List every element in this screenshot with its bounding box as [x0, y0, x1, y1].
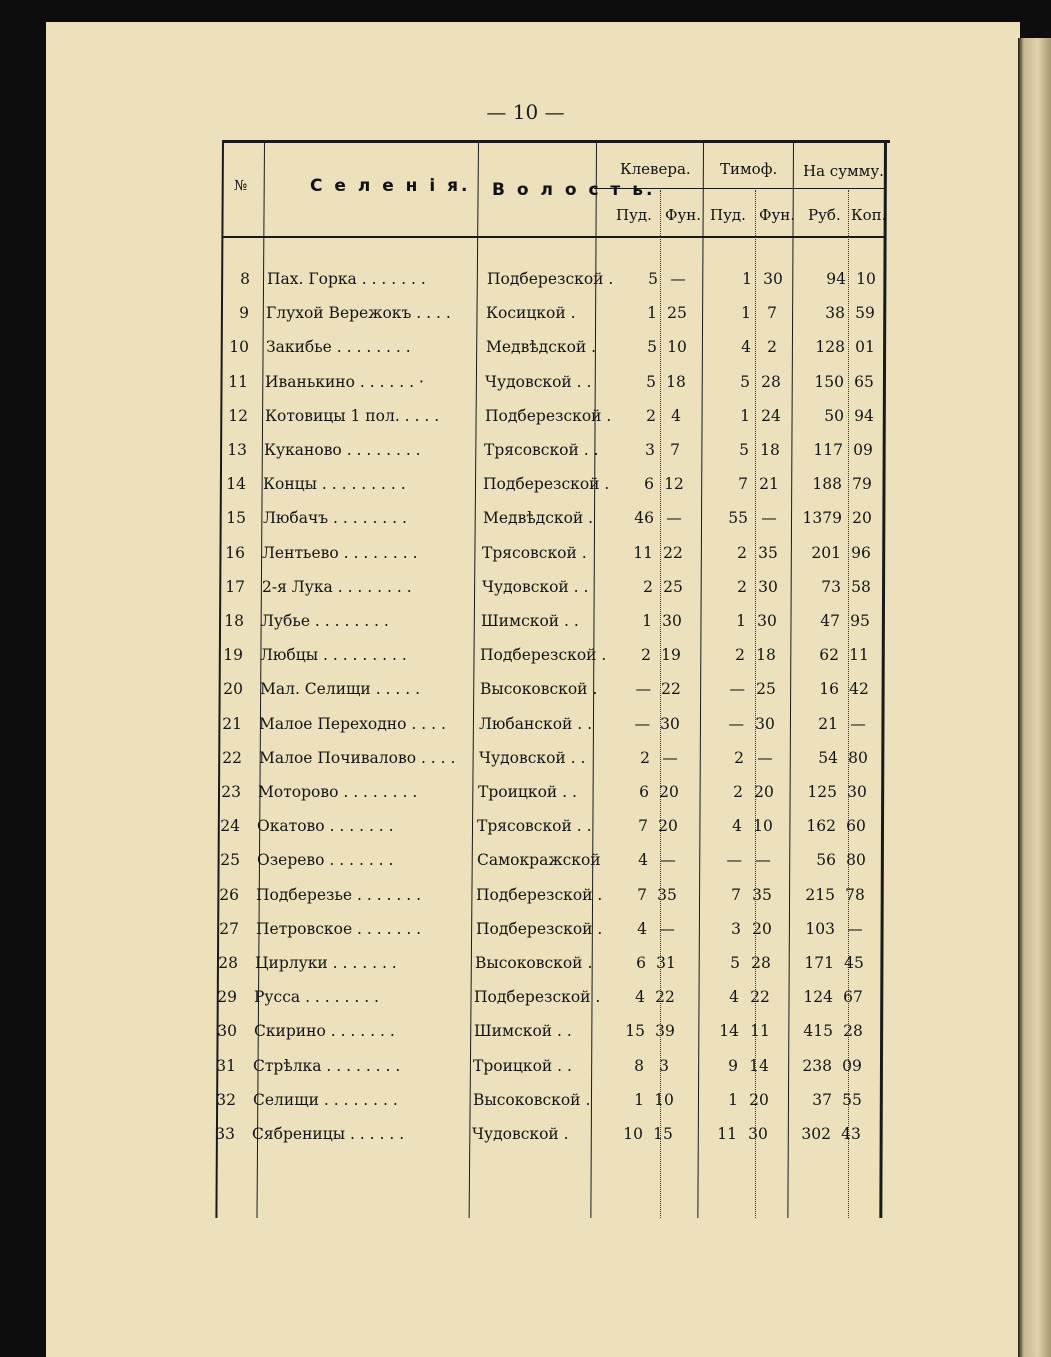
klevera-fun: 4 [671, 406, 681, 425]
sum-rub: 94 [826, 270, 846, 288]
row-number: 20 [223, 680, 243, 699]
timof-fun: 11 [750, 1022, 770, 1041]
timof-pud: — [729, 680, 745, 699]
sum-kop: 45 [844, 954, 864, 972]
sum-rub: 171 [804, 954, 834, 972]
row-number: 11 [228, 372, 248, 391]
village-name: Иванькино . . . . . . · [265, 372, 424, 391]
table-row [0, 1018, 1051, 1048]
village-name: 2-я Лука . . . . . . . . [262, 577, 412, 596]
table-row [0, 642, 1051, 672]
sum-kop: 59 [855, 304, 875, 323]
sum-kop: 43 [841, 1125, 861, 1143]
volost-name: Медвѣдской . [486, 338, 597, 357]
sum-kop: 78 [845, 885, 865, 904]
volost-name: Подберезской . [480, 646, 607, 665]
row-number: 28 [218, 954, 238, 972]
klevera-fun: — [666, 509, 682, 528]
klevera-fun: 20 [659, 783, 679, 801]
village-name: Скирино . . . . . . . [254, 1022, 395, 1041]
sum-kop: 65 [854, 372, 874, 391]
header-fun-klevera: Фун. [665, 206, 702, 224]
table-row [0, 574, 1051, 604]
row-number: 22 [222, 748, 242, 767]
volost-name: Подберезской . [487, 270, 614, 288]
sum-rub: 117 [813, 441, 843, 459]
row-number: 13 [227, 441, 247, 459]
sum-rub: 62 [819, 646, 839, 665]
sum-rub: 124 [803, 988, 833, 1007]
klevera-pud: 6 [639, 783, 649, 801]
row-number: 26 [219, 885, 239, 904]
row-number: 21 [222, 714, 242, 733]
row-number: 12 [228, 406, 248, 425]
timof-fun: 21 [759, 475, 779, 494]
timof-fun: 25 [756, 680, 776, 699]
klevera-pud: — [635, 680, 651, 699]
sum-rub: 73 [821, 577, 841, 596]
volost-name: Подберезской . [474, 988, 601, 1007]
sum-kop: — [850, 714, 866, 733]
table-row [0, 300, 1051, 330]
sum-kop: 67 [843, 988, 863, 1007]
klevera-fun: 19 [661, 646, 681, 665]
village-name: Куканово . . . . . . . . [264, 441, 421, 459]
klevera-pud: 7 [638, 817, 648, 836]
klevera-pud: 5 [648, 270, 658, 288]
klevera-fun: 3 [659, 1056, 669, 1075]
row-number: 18 [224, 612, 244, 630]
table-row [0, 608, 1051, 638]
klevera-pud: 1 [642, 612, 652, 630]
volost-name: Шимской . . [474, 1022, 572, 1041]
volost-name: Чудовской . [472, 1125, 569, 1143]
row-number: 15 [226, 509, 246, 528]
klevera-fun: 18 [666, 372, 686, 391]
sum-rub: 150 [814, 372, 844, 391]
village-name: Озерево . . . . . . . [257, 851, 394, 870]
timof-pud: 1 [736, 612, 746, 630]
klevera-fun: 25 [663, 577, 683, 596]
klevera-fun: — [659, 919, 675, 938]
row-number: 30 [217, 1022, 237, 1041]
klevera-fun: — [670, 270, 686, 288]
timof-pud: 4 [741, 338, 751, 357]
klevera-fun: 20 [658, 817, 678, 836]
timof-pud: 7 [731, 885, 741, 904]
table-row [0, 334, 1051, 364]
table-row [0, 950, 1051, 980]
sum-rub: 125 [807, 783, 837, 801]
sum-rub: 128 [815, 338, 845, 357]
klevera-pud: 5 [647, 338, 657, 357]
village-name: Мал. Селищи . . . . . [260, 680, 421, 699]
klevera-fun: 30 [660, 714, 680, 733]
table-row [0, 1087, 1051, 1117]
volost-name: Подберезской . [483, 475, 610, 494]
timof-fun: 22 [750, 988, 770, 1007]
village-name: Петровское . . . . . . . [256, 919, 422, 938]
timof-pud: — [726, 851, 742, 870]
timof-pud: 1 [740, 406, 750, 425]
row-number: 27 [219, 919, 239, 938]
header-fun-timof: Фун. [759, 206, 796, 224]
row-number: 32 [216, 1090, 236, 1109]
sum-rub: 1379 [802, 509, 842, 528]
klevera-pud: 4 [638, 851, 648, 870]
timof-pud: 2 [734, 748, 744, 767]
timof-pud: 4 [729, 988, 739, 1007]
table-row [0, 745, 1051, 775]
sum-rub: 188 [812, 475, 842, 494]
klevera-fun: 25 [667, 304, 687, 323]
sum-kop: 79 [852, 475, 872, 494]
timof-fun: 18 [756, 646, 776, 665]
timof-pud: 9 [728, 1056, 738, 1075]
volost-name: Высоковской . [473, 1090, 591, 1109]
timof-pud: 7 [738, 475, 748, 494]
sum-kop: 60 [846, 817, 866, 836]
row-number: 17 [225, 577, 245, 596]
timof-pud: 3 [731, 919, 741, 938]
row-number: 29 [217, 988, 237, 1007]
timof-fun: — [761, 509, 777, 528]
sum-kop: 09 [853, 441, 873, 459]
timof-fun: 35 [758, 543, 778, 562]
timof-pud: 55 [728, 509, 748, 528]
row-number: 25 [220, 851, 240, 870]
timof-pud: 1 [741, 304, 751, 323]
table-row [0, 369, 1051, 399]
table-row [0, 676, 1051, 706]
village-name: Глухой Вережокъ . . . . [266, 304, 451, 323]
table-row [0, 1053, 1051, 1083]
timof-pud: 2 [737, 543, 747, 562]
sum-rub: 56 [816, 851, 836, 870]
sum-rub: 215 [805, 885, 835, 904]
header-klevera: Клевера. [620, 160, 691, 178]
village-name: Селищи . . . . . . . . [253, 1090, 398, 1109]
klevera-pud: 8 [634, 1056, 644, 1075]
volost-name: Троицкой . . [478, 783, 577, 801]
header-bottom-rule [222, 236, 884, 238]
row-number: 10 [229, 338, 249, 357]
village-name: Любцы . . . . . . . . . [260, 646, 407, 665]
klevera-pud: 10 [623, 1125, 643, 1143]
header-selenia: С е л е н і я. [310, 176, 471, 196]
table-row [0, 916, 1051, 946]
klevera-pud: — [634, 714, 650, 733]
klevera-pud: 4 [635, 988, 645, 1007]
header-na-summu: На сумму. [803, 162, 884, 180]
village-name: Сябреницы . . . . . . [252, 1125, 405, 1143]
sum-kop: 30 [847, 783, 867, 801]
table-row [0, 847, 1051, 877]
timof-pud: 2 [737, 577, 747, 596]
timof-pud: 11 [717, 1125, 737, 1143]
timof-fun: 14 [749, 1056, 769, 1075]
klevera-pud: 3 [645, 441, 655, 459]
sum-kop: 55 [842, 1090, 862, 1109]
table-row [0, 984, 1051, 1014]
village-name: Стрѣлка . . . . . . . . [253, 1056, 401, 1075]
sum-rub: 201 [811, 543, 841, 562]
timof-fun: 30 [763, 270, 783, 288]
klevera-fun: 35 [657, 885, 677, 904]
klevera-pud: 46 [634, 509, 654, 528]
sum-rub: 21 [818, 714, 838, 733]
timof-pud: 5 [739, 441, 749, 459]
sum-rub: 415 [803, 1022, 833, 1041]
village-name: Лентьево . . . . . . . . [262, 543, 418, 562]
table-row [0, 882, 1051, 912]
header-rub: Руб. [808, 206, 841, 224]
sum-rub: 38 [825, 304, 845, 323]
sum-kop: 80 [848, 748, 868, 767]
sum-kop: 42 [849, 680, 869, 699]
volost-name: Косицкой . [486, 304, 576, 323]
volost-name: Чудовской . . [479, 748, 586, 767]
header-timof: Тимоф. [720, 160, 778, 178]
timof-fun: — [757, 748, 773, 767]
row-number: 31 [216, 1056, 236, 1075]
row-number: 23 [221, 783, 241, 801]
header-kop: Коп. [851, 206, 887, 224]
timof-fun: 20 [752, 919, 772, 938]
header-pud-timof: Пуд. [710, 206, 746, 224]
volost-name: Любанской . . [479, 714, 593, 733]
sum-kop: 10 [856, 270, 876, 288]
klevera-pud: 6 [636, 954, 646, 972]
timof-fun: 20 [754, 783, 774, 801]
klevera-pud: 1 [647, 304, 657, 323]
sum-kop: 80 [846, 851, 866, 870]
sum-kop: 20 [852, 509, 872, 528]
sum-kop: 96 [851, 543, 871, 562]
klevera-pud: 5 [646, 372, 656, 391]
timof-pud: 1 [742, 270, 752, 288]
row-number: 33 [215, 1125, 235, 1143]
klevera-pud: 2 [641, 646, 651, 665]
timof-pud: — [728, 714, 744, 733]
row-number: 8 [240, 270, 250, 288]
table-top-rule [224, 140, 890, 143]
timof-pud: 2 [733, 783, 743, 801]
timof-fun: 18 [760, 441, 780, 459]
table-row [0, 266, 1051, 296]
village-name: Моторово . . . . . . . . [258, 783, 418, 801]
volost-name: Шимской . . [481, 612, 579, 630]
row-number: 24 [220, 817, 240, 836]
village-name: Подберезье . . . . . . . [256, 885, 422, 904]
timof-fun: 10 [753, 817, 773, 836]
klevera-pud: 7 [637, 885, 647, 904]
klevera-fun: 7 [670, 441, 680, 459]
timof-fun: 28 [751, 954, 771, 972]
sum-rub: 162 [806, 817, 836, 836]
volost-name: Медвѣдской . [483, 509, 594, 528]
klevera-pud: 6 [644, 475, 654, 494]
klevera-pud: 11 [633, 543, 653, 562]
klevera-pud: 2 [643, 577, 653, 596]
klevera-fun: 12 [664, 475, 684, 494]
volost-name: Высоковской . [480, 680, 598, 699]
row-number: 9 [239, 304, 249, 323]
timof-pud: 14 [719, 1022, 739, 1041]
timof-fun: 30 [757, 612, 777, 630]
page-number: — 10 — [486, 100, 565, 124]
table-row [0, 779, 1051, 809]
timof-fun: 30 [755, 714, 775, 733]
sum-kop: 11 [849, 646, 869, 665]
timof-fun: 20 [749, 1090, 769, 1109]
timof-pud: 2 [735, 646, 745, 665]
timof-fun: 30 [748, 1125, 768, 1143]
klevera-pud: 15 [625, 1022, 645, 1041]
sum-kop: — [847, 919, 863, 938]
volost-name: Самокражской [477, 851, 601, 870]
table-row [0, 471, 1051, 501]
sum-rub: 16 [819, 680, 839, 699]
header-pud-klevera: Пуд. [616, 206, 652, 224]
village-name: Малое Переходно . . . . [259, 714, 446, 733]
timof-pud: 1 [728, 1090, 738, 1109]
village-name: Цирлуки . . . . . . . [255, 954, 397, 972]
table-row [0, 437, 1051, 467]
klevera-pud: 2 [640, 748, 650, 767]
klevera-pud: 4 [637, 919, 647, 938]
timof-fun: 2 [767, 338, 777, 357]
klevera-fun: 22 [661, 680, 681, 699]
table-row [0, 1121, 1051, 1151]
timof-fun: 30 [758, 577, 778, 596]
sum-rub: 47 [820, 612, 840, 630]
volost-name: Трясовской . [482, 543, 587, 562]
volost-name: Чудовской . . [485, 372, 592, 391]
klevera-pud: 2 [646, 406, 656, 425]
village-name: Малое Почивалово . . . . [259, 748, 456, 767]
sum-kop: 94 [854, 406, 874, 425]
village-name: Лубье . . . . . . . . [261, 612, 389, 630]
sum-rub: 302 [801, 1125, 831, 1143]
sum-rub: 54 [818, 748, 838, 767]
klevera-fun: 15 [653, 1125, 673, 1143]
klevera-fun: 10 [667, 338, 687, 357]
timof-pud: 4 [732, 817, 742, 836]
row-number: 19 [223, 646, 243, 665]
sum-kop: 28 [843, 1022, 863, 1041]
village-name: Любачъ . . . . . . . . [263, 509, 407, 528]
klevera-fun: 22 [655, 988, 675, 1007]
table-row [0, 711, 1051, 741]
sum-kop: 01 [855, 338, 875, 357]
sum-rub: 50 [824, 406, 844, 425]
table-row [0, 540, 1051, 570]
volost-name: Чудовской . . [482, 577, 589, 596]
volost-name: Высоковской . [475, 954, 593, 972]
volost-name: Трясовской . . [484, 441, 599, 459]
timof-fun: 35 [752, 885, 772, 904]
village-name: Котовицы 1 пол. . . . . [265, 406, 440, 425]
volost-name: Трясовской . . [477, 817, 592, 836]
village-name: Русса . . . . . . . . [254, 988, 379, 1007]
klevera-fun: — [662, 748, 678, 767]
row-number: 16 [225, 543, 245, 562]
volost-name: Подберезской . [485, 406, 612, 425]
village-name: Закибье . . . . . . . . [266, 338, 411, 357]
volost-name: Троицкой . . [473, 1056, 572, 1075]
sum-kop: 95 [850, 612, 870, 630]
header-num: № [234, 178, 248, 194]
klevera-fun: — [660, 851, 676, 870]
timof-fun: 7 [767, 304, 777, 323]
sum-rub: 37 [812, 1090, 832, 1109]
village-name: Окатово . . . . . . . [257, 817, 394, 836]
row-number: 14 [226, 475, 246, 494]
table-row [0, 505, 1051, 535]
timof-pud: 5 [740, 372, 750, 391]
klevera-fun: 39 [655, 1022, 675, 1041]
klevera-fun: 10 [654, 1090, 674, 1109]
sum-kop: 09 [842, 1056, 862, 1075]
timof-fun: 24 [761, 406, 781, 425]
table-row [0, 813, 1051, 843]
timof-fun: 28 [761, 372, 781, 391]
klevera-pud: 1 [634, 1090, 644, 1109]
volost-name: Подберезской . [476, 919, 603, 938]
sum-rub: 103 [805, 919, 835, 938]
sum-kop: 58 [851, 577, 871, 596]
klevera-fun: 22 [663, 543, 683, 562]
village-name: Концы . . . . . . . . . [263, 475, 406, 494]
timof-fun: — [755, 851, 771, 870]
volost-name: Подберезской . [476, 885, 603, 904]
village-name: Пах. Горка . . . . . . . [267, 270, 426, 288]
timof-pud: 5 [730, 954, 740, 972]
klevera-fun: 31 [656, 954, 676, 972]
sum-rub: 238 [802, 1056, 832, 1075]
table-row [0, 403, 1051, 433]
klevera-fun: 30 [662, 612, 682, 630]
header-volost: В о л о с т ь. [492, 180, 656, 200]
